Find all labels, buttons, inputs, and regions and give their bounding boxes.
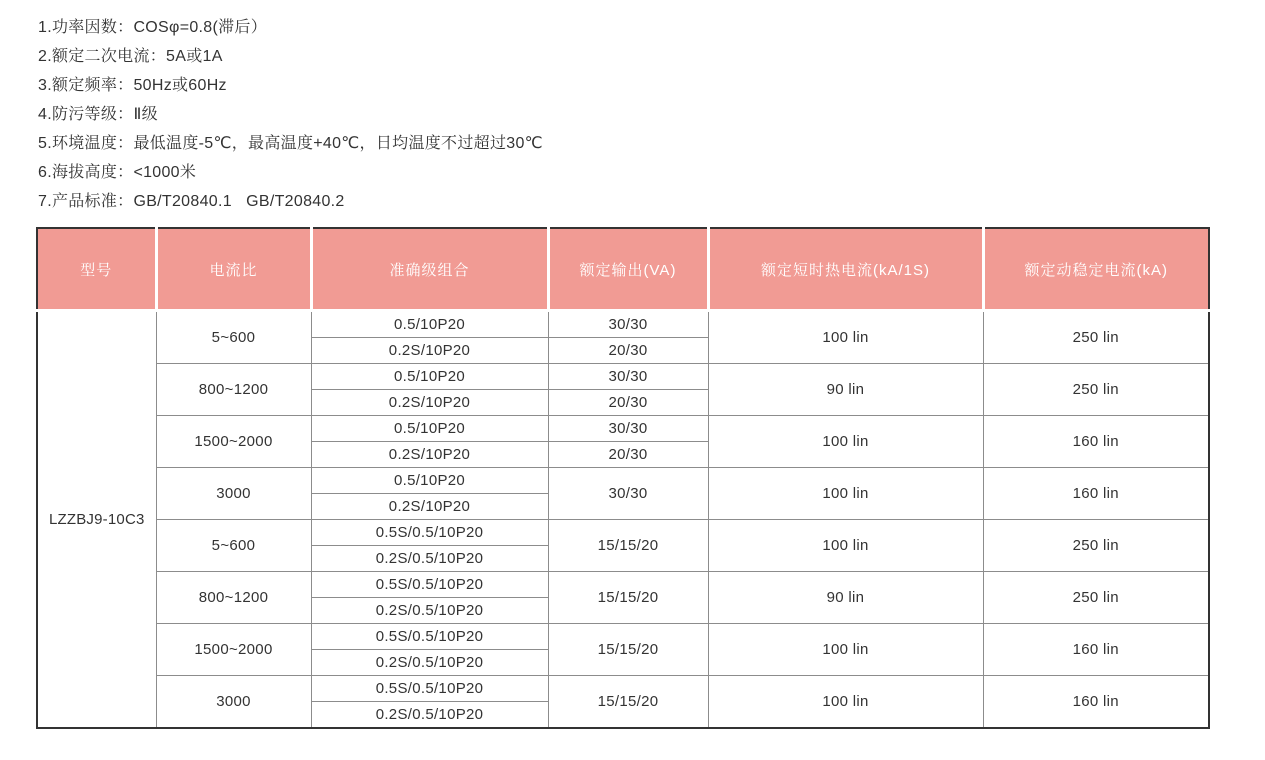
accuracy-cell: 0.5S/0.5/10P20: [311, 676, 548, 702]
header-cell-accuracy: 准确级组合: [311, 228, 548, 311]
table-row: [37, 416, 1209, 442]
spec-table: [36, 227, 1210, 729]
output-cell: 15/15/20: [548, 520, 708, 572]
spec-line-ambient-temperature: 5.环境温度：最低温度-5℃，最高温度+40℃，日均温度不过超过30℃: [38, 135, 543, 152]
dynamic-cell: 250 lin: [983, 364, 1209, 416]
header-cell-output: 额定输出(VA): [548, 228, 708, 311]
thermal-cell: 100 lin: [708, 676, 983, 729]
ratio-cell: 1500~2000: [156, 624, 311, 676]
output-cell: 15/15/20: [548, 572, 708, 624]
output-cell: 20/30: [548, 338, 708, 364]
output-cell: 20/30: [548, 390, 708, 416]
ratio-cell: 5~600: [156, 520, 311, 572]
table-row: [37, 572, 1209, 598]
accuracy-cell: 0.2S/10P20: [311, 338, 548, 364]
thermal-cell: 100 lin: [708, 311, 983, 364]
table-row: [37, 676, 1209, 702]
table-row: [37, 468, 1209, 494]
thermal-cell: 100 lin: [708, 468, 983, 520]
table-row: [37, 624, 1209, 650]
accuracy-cell: 0.2S/0.5/10P20: [311, 650, 548, 676]
ratio-cell: 3000: [156, 468, 311, 520]
thermal-cell: 90 lin: [708, 572, 983, 624]
accuracy-cell: 0.2S/0.5/10P20: [311, 546, 548, 572]
ratio-cell: 800~1200: [156, 572, 311, 624]
output-cell: 30/30: [548, 364, 708, 390]
table-row: [37, 364, 1209, 390]
ratio-cell: 800~1200: [156, 364, 311, 416]
accuracy-cell: 0.5/10P20: [311, 311, 548, 338]
accuracy-cell: 0.2S/0.5/10P20: [311, 702, 548, 729]
ratio-cell: 3000: [156, 676, 311, 729]
output-cell: 15/15/20: [548, 676, 708, 729]
table-header-row: [37, 228, 1209, 311]
header-cell-model: 型号: [37, 228, 156, 311]
table-row: [37, 311, 1209, 338]
accuracy-cell: 0.2S/10P20: [311, 494, 548, 520]
thermal-cell: 100 lin: [708, 624, 983, 676]
accuracy-cell: 0.5S/0.5/10P20: [311, 624, 548, 650]
header-cell-dynamic: 额定动稳定电流(kA): [983, 228, 1209, 311]
ratio-cell: 5~600: [156, 311, 311, 364]
output-cell: 15/15/20: [548, 624, 708, 676]
accuracy-cell: 0.5/10P20: [311, 416, 548, 442]
output-cell: 20/30: [548, 442, 708, 468]
dynamic-cell: 250 lin: [983, 572, 1209, 624]
header-cell-thermal: 额定短时热电流(kA/1S): [708, 228, 983, 311]
accuracy-cell: 0.2S/10P20: [311, 390, 548, 416]
spec-line-pollution-level: 4.防污等级：Ⅱ级: [38, 106, 158, 123]
ratio-cell: 1500~2000: [156, 416, 311, 468]
dynamic-cell: 250 lin: [983, 311, 1209, 364]
accuracy-cell: 0.2S/0.5/10P20: [311, 598, 548, 624]
model-cell: LZZBJ9-10C3: [37, 311, 156, 729]
dynamic-cell: 160 lin: [983, 468, 1209, 520]
spec-line-altitude: 6.海拔高度：<1000米: [38, 164, 197, 181]
accuracy-cell: 0.5S/0.5/10P20: [311, 572, 548, 598]
header-cell-ratio: 电流比: [156, 228, 311, 311]
output-cell: 30/30: [548, 416, 708, 442]
output-cell: 30/30: [548, 468, 708, 520]
thermal-cell: 90 lin: [708, 364, 983, 416]
dynamic-cell: 160 lin: [983, 624, 1209, 676]
accuracy-cell: 0.5S/0.5/10P20: [311, 520, 548, 546]
output-cell: 30/30: [548, 311, 708, 338]
accuracy-cell: 0.2S/10P20: [311, 442, 548, 468]
dynamic-cell: 160 lin: [983, 676, 1209, 729]
dynamic-cell: 160 lin: [983, 416, 1209, 468]
dynamic-cell: 250 lin: [983, 520, 1209, 572]
spec-line-product-standard: 7.产品标准：GB/T20840.1 GB/T20840.2: [38, 193, 345, 210]
spec-list: [36, 13, 1265, 216]
thermal-cell: 100 lin: [708, 520, 983, 572]
spec-line-frequency: 3.额定频率：50Hz或60Hz: [38, 77, 227, 94]
spec-line-power-factor: 1.功率因数：COSφ=0.8(滞后）: [38, 19, 268, 36]
spec-line-secondary-current: 2.额定二次电流：5A或1A: [38, 48, 223, 65]
table-row: [37, 520, 1209, 546]
accuracy-cell: 0.5/10P20: [311, 468, 548, 494]
thermal-cell: 100 lin: [708, 416, 983, 468]
accuracy-cell: 0.5/10P20: [311, 364, 548, 390]
